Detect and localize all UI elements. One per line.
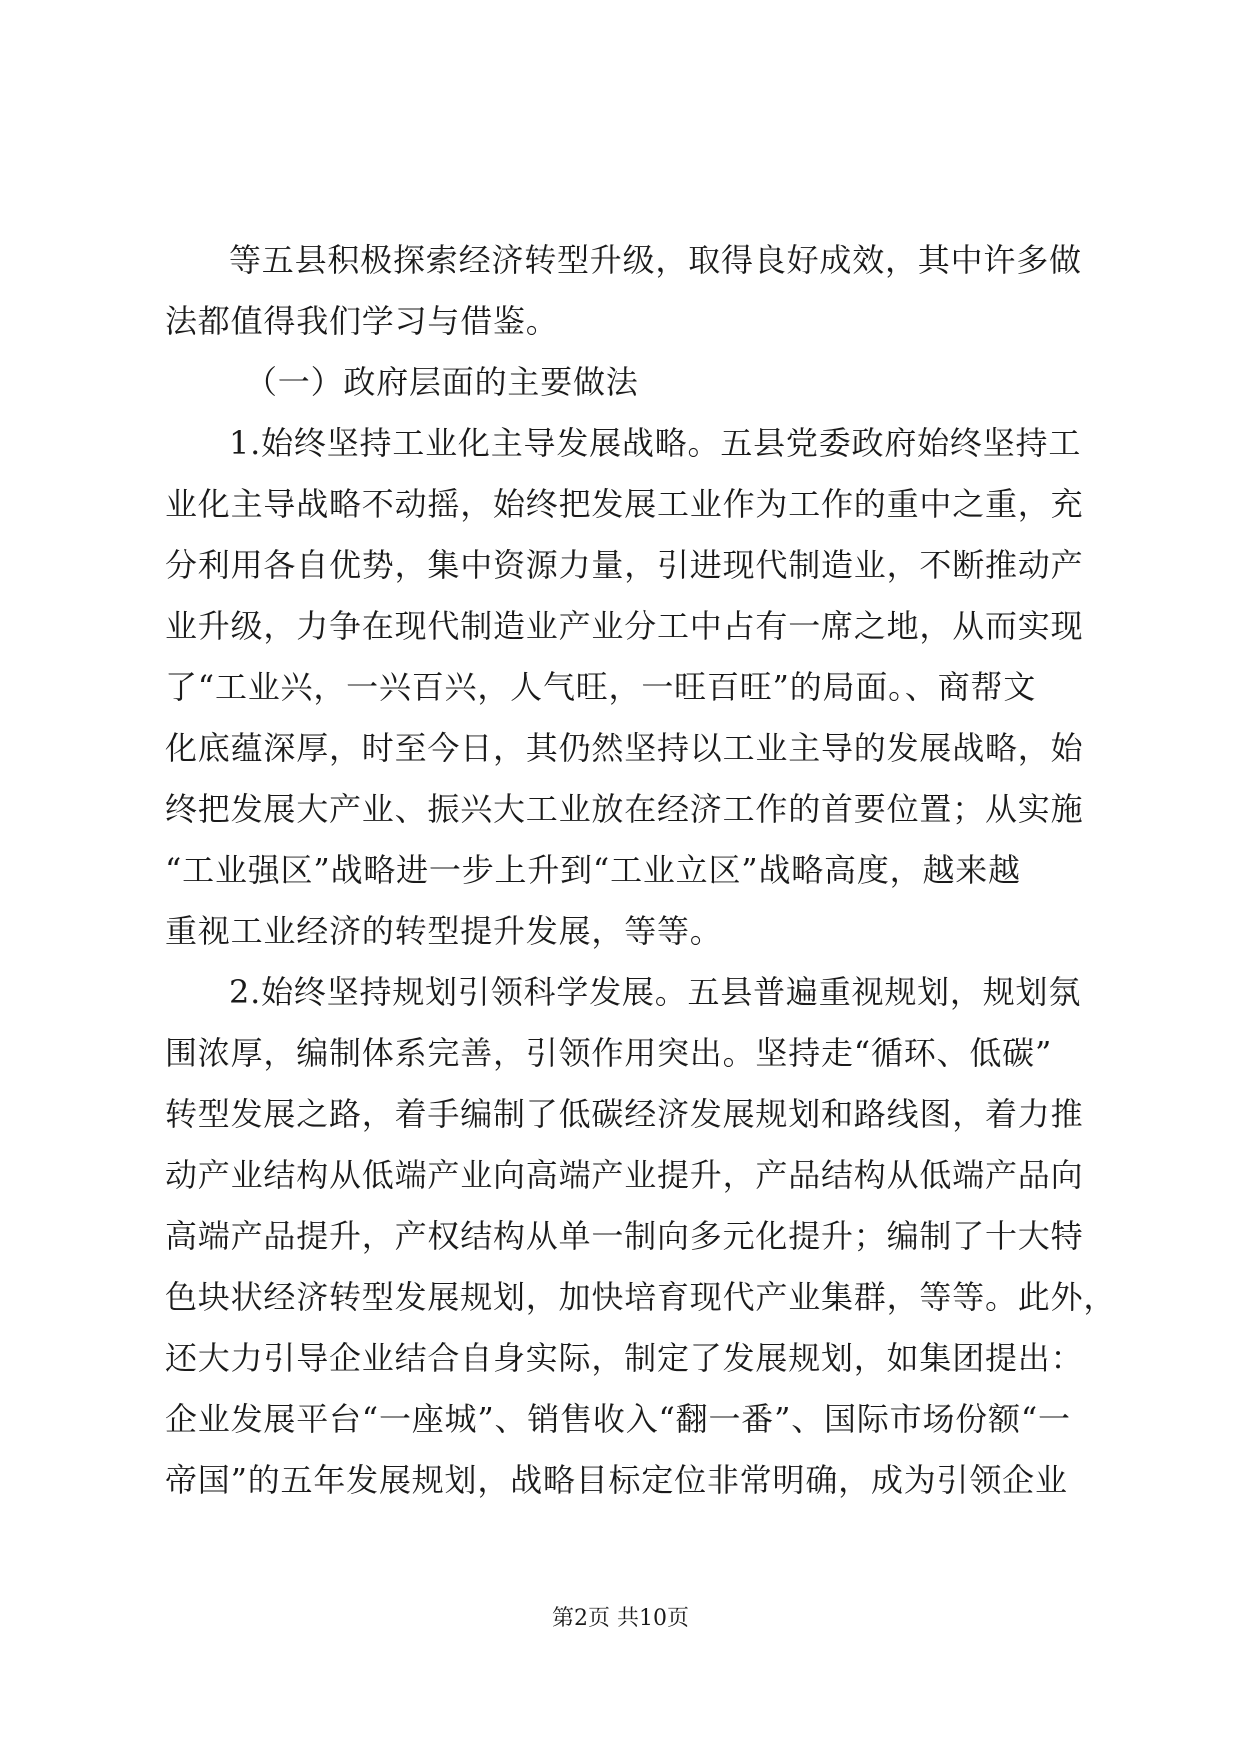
section-heading: （一）政府层面的主要做法 [245,363,639,401]
paragraph-line: 帝国”的五年发展规划，战略目标定位非常明确，成为引领企业 [165,1461,1068,1499]
paragraph-line: 转型发展之路，着手编制了低碳经济发展规划和路线图，着力推 [165,1095,1084,1133]
document-body [165,230,1117,1511]
paragraph-line: 1.始终坚持工业化主导发展战略。五县党委政府始终坚持工 [229,424,1082,462]
page-number: 第2页 共10页 [552,1606,689,1631]
paragraph-line: “工业强区”战略进一步上升到“工业立区”战略高度，越来越 [165,851,1021,889]
paragraph-line: 了“工业兴，一兴百兴，人气旺，一旺百旺”的局面。、商帮文 [165,668,1037,706]
paragraph-line: 2.始终坚持规划引领科学发展。五县普遍重视规划，规划氛 [229,973,1082,1011]
paragraph-line: 等五县积极探索经济转型升级，取得良好成效，其中许多做 [229,241,1082,279]
paragraph-line: 终把发展大产业、振兴大工业放在经济工作的首要位置；从实施 [165,790,1084,828]
page-footer [0,1604,1241,1634]
paragraph-line: 业化主导战略不动摇，始终把发展工业作为工作的重中之重，充 [165,485,1084,523]
paragraph-line: 企业发展平台“一座城”、销售收入“翻一番”、国际市场份额“一 [165,1400,1071,1438]
paragraph-line: 动产业结构从低端产业向高端产业提升，产品结构从低端产品向 [165,1156,1084,1194]
paragraph-line: 业升级，力争在现代制造业产业分工中占有一席之地，从而实现 [165,607,1084,645]
paragraph-line: 重视工业经济的转型提升发展，等等。 [165,912,723,950]
paragraph-line: 色块状经济转型发展规划，加快培育现代产业集群，等等。此外， [165,1278,1117,1316]
paragraph-line: 法都值得我们学习与借鉴。 [165,302,559,340]
paragraph-line: 还大力引导企业结合自身实际，制定了发展规划，如集团提出： [165,1339,1084,1377]
paragraph-line: 高端产品提升，产权结构从单一制向多元化提升；编制了十大特 [165,1217,1084,1255]
paragraph-line: 分利用各自优势，集中资源力量，引进现代制造业，不断推动产 [165,546,1084,584]
paragraph-line: 围浓厚，编制体系完善，引领作用突出。坚持走“循环、低碳” [165,1034,1053,1072]
paragraph-line: 化底蕴深厚，时至今日，其仍然坚持以工业主导的发展战略，始 [165,729,1084,767]
